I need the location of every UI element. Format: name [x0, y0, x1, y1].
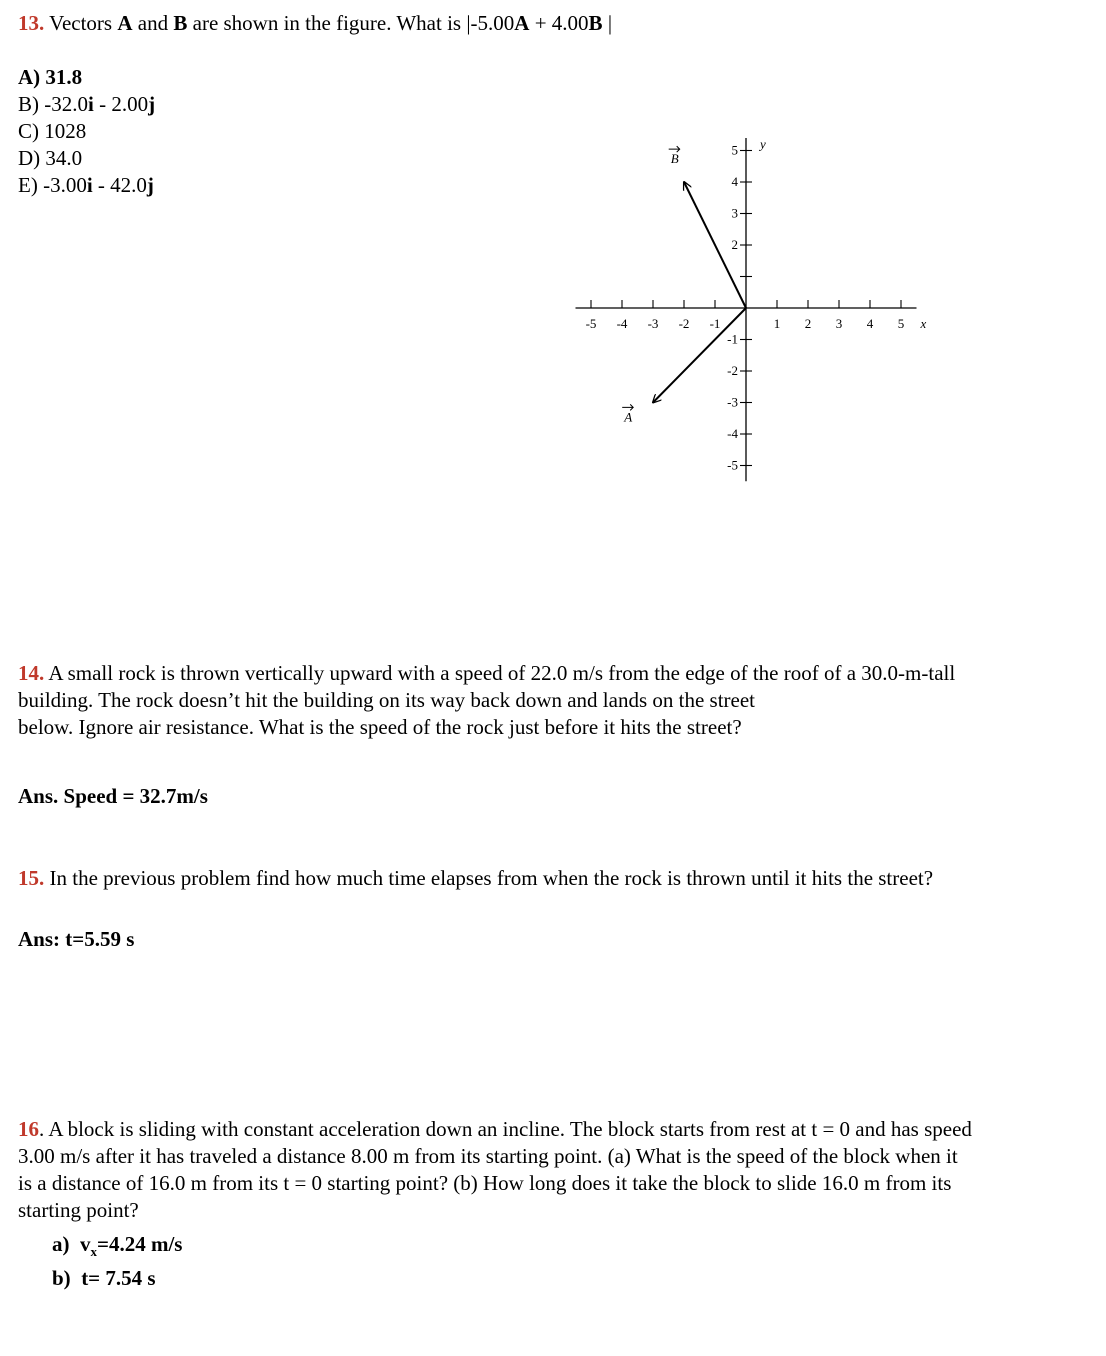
q14-answer: Ans. Speed = 32.7m/s	[18, 784, 208, 808]
q14-line2: building. The rock doesn’t hit the building on its way back down and lands on the street	[18, 688, 756, 712]
x-tick-label: -1	[709, 316, 721, 331]
q16-answer-a-value: =4.24 m/s	[97, 1232, 183, 1256]
q16-answer-b	[52, 1266, 156, 1291]
q16-answer-a-label: a)	[52, 1232, 70, 1256]
q16-line4: starting point?	[18, 1198, 139, 1222]
x-tick-label: -5	[585, 316, 597, 331]
q16-answer-b-label: b)	[52, 1266, 71, 1290]
q13-choice-e-j: j	[146, 173, 154, 197]
q13-vector-b: B	[173, 11, 188, 35]
q13-question	[18, 10, 612, 37]
x-tick-label: 3	[835, 316, 843, 331]
q16-answer-a-sub: x	[90, 1244, 97, 1260]
q13-text-mid: are shown in the figure. What is |-5.00	[187, 11, 515, 35]
y-axis-label: y	[760, 138, 766, 152]
q16-number: 16	[18, 1117, 39, 1141]
y-tick-label: 3	[731, 205, 738, 221]
q16-answer-a-v: v	[80, 1232, 91, 1256]
vector-a-arrow	[653, 308, 746, 403]
q14-question	[18, 660, 955, 741]
q15-text: In the previous problem find how much time elapses from when the rock is thrown until it hits the street?	[44, 866, 934, 890]
q16-answer-a	[52, 1232, 182, 1260]
q15-number: 15.	[18, 866, 45, 890]
q13-vector-b2: B	[588, 11, 603, 35]
q13-text-prefix: Vectors	[44, 11, 118, 35]
y-tick-label: 2	[731, 237, 738, 252]
y-tick-label: -4	[727, 426, 738, 441]
q13-choice-b-i: i	[88, 92, 94, 116]
q13-choice-d: D) 34.0	[18, 146, 83, 170]
q13-text-and: and	[132, 11, 174, 35]
q13-text-plus: + 4.00	[529, 11, 589, 35]
q13-choice-b-mid: - 2.00	[93, 92, 149, 116]
q13-text-end: |	[602, 11, 613, 35]
q16-line1	[18, 1116, 1078, 1143]
x-tick-label: 1	[773, 316, 781, 331]
q16-line3: is a distance of 16.0 m from its t = 0 starting point? (b) How long does it take the block to slide 16.0 m from its	[18, 1171, 952, 1195]
y-tick-label: 5	[731, 142, 738, 158]
y-tick-label: -1	[727, 331, 738, 347]
y-tick-label: -3	[727, 394, 738, 410]
x-tick-label: 4	[866, 316, 874, 331]
vector-a-label: A	[624, 409, 633, 425]
q16-answer-b-value: t= 7.54 s	[81, 1266, 156, 1290]
vector-b-label-group	[669, 146, 680, 166]
q13-vector-a2: A	[514, 11, 530, 35]
vector-b-label: B	[670, 151, 679, 167]
y-tick-label: -5	[727, 457, 738, 473]
q13-choice-e-i: i	[86, 173, 93, 197]
q13-choice-b	[18, 91, 155, 118]
x-axis-label: x	[920, 316, 927, 331]
vector-a-label-group	[622, 404, 633, 424]
q16-line2: 3.00 m/s after it has traveled a distance 8.00 m from its starting point. (a) What is the speed of the block when it	[18, 1144, 958, 1168]
q13-choice-b-j: j	[148, 92, 156, 116]
x-tick-label: -2	[678, 316, 690, 331]
q13-choice-e-pre: E) -3.00	[18, 173, 87, 197]
q15-question	[18, 865, 933, 892]
q13-choice-e-mid: - 42.0	[92, 173, 147, 197]
q14-line3: below. Ignore air resistance. What is the speed of the rock just before it hits the street?	[18, 715, 742, 739]
x-tick-label: -4	[616, 316, 628, 331]
q16-line1-text: . A block is sliding with constant acceleration down an incline. The block starts from rest at t = 0 and has speed	[39, 1117, 972, 1141]
y-tick-label: -2	[727, 363, 738, 378]
y-tick-label: 4	[731, 174, 738, 189]
q13-number: 13.	[18, 11, 45, 35]
q14-number: 14.	[18, 661, 45, 685]
q13-vector-a: A	[117, 11, 133, 35]
x-tick-label: 2	[804, 316, 812, 331]
figure-root	[576, 138, 927, 481]
x-tick-label: -3	[647, 316, 659, 331]
q13-choice-a: A) 31.8	[18, 65, 83, 89]
q14-line1	[18, 660, 955, 687]
q13-choice-b-pre: B) -32.0	[18, 92, 88, 116]
x-tick-label: 5	[897, 316, 905, 331]
vector-figure	[570, 138, 940, 483]
q14-line1-text: A small rock is thrown vertically upward with a speed of 22.0 m/s from the edge of the roof of a 30.0-m-tall	[44, 661, 956, 685]
q13-choice-c: C) 1028	[18, 119, 87, 143]
q13-choice-e	[18, 172, 154, 199]
q16-question	[18, 1116, 1078, 1224]
q15-answer: Ans: t=5.59 s	[18, 927, 135, 951]
